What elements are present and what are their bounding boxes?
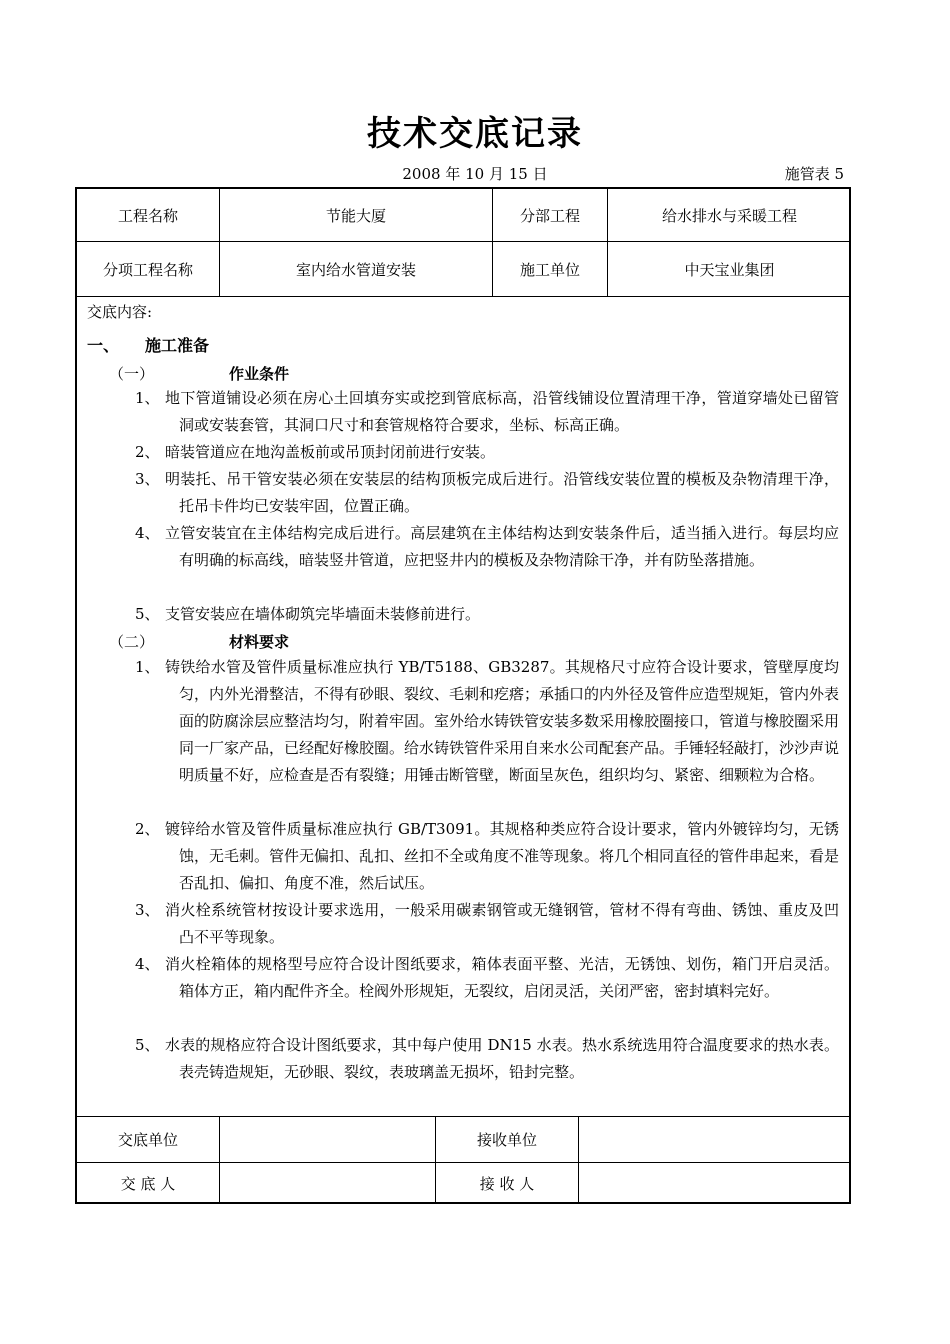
project-name-value: 节能大厦 (325, 206, 386, 225)
list-item (135, 897, 839, 951)
subsection-number: （一） (109, 365, 155, 383)
list-item (135, 520, 839, 574)
subitem-label: 分项工程名称 (102, 260, 193, 279)
receiver-label: 接 收 人 (479, 1175, 535, 1193)
list-item (135, 1032, 839, 1086)
section-heading (87, 333, 209, 356)
form-number: 施管表 5 (784, 165, 844, 183)
receiving-unit-field[interactable] (579, 1117, 851, 1162)
item-number: 5、 (135, 605, 160, 623)
section-title: 施工准备 (145, 336, 210, 355)
item-text: 支管安装应在墙体砌筑完毕墙面未装修前进行。 (165, 605, 481, 623)
item-text: 消火栓箱体的规格型号应符合设计图纸要求，箱体表面平整、光洁，无锈蚀、划伤，箱门开启灵活。箱体方正，箱内配件齐全。栓阀外形规矩，无裂纹，启闭灵活，关闭严密，密封填料完好。 (165, 955, 839, 1000)
contractor-label: 施工单位 (519, 260, 580, 279)
page-title: 技术交底记录 (367, 114, 583, 154)
item-number: 3、 (135, 470, 160, 488)
list-item (135, 601, 839, 628)
item-text: 镀锌给水管及管件质量标准应执行 GB/T3091。其规格种类应符合设计要求，管内外镀锌均匀，无锈蚀，无毛刺。管件无偏扣、乱扣、丝扣不全或角度不准等现象。将几个相同直径的管件串起来，看是否乱扣、偏扣、角度不准，然后试压。 (165, 820, 840, 892)
item-text: 水表的规格应符合设计图纸要求，其中每户使用 DN15 水表。热水系统选用符合温度要求的热水表。表壳铸造规矩，无砂眼、裂纹，表玻璃盖无损坏，铅封完整。 (165, 1036, 839, 1081)
subsection-title: 作业条件 (229, 365, 290, 383)
item-number: 3、 (135, 901, 160, 919)
item-number: 2、 (135, 443, 160, 461)
record-table (75, 187, 851, 1204)
item-number: 4、 (135, 955, 160, 973)
item-number: 2、 (135, 820, 160, 838)
item-number: 5、 (135, 1036, 160, 1054)
item-text: 消火栓系统管材按设计要求选用，一般采用碳素钢管或无缝钢管，管材不得有弯曲、锈蚀、重皮及凹凸不平等现象。 (165, 901, 839, 946)
subsection-heading (109, 631, 289, 652)
content-intro: 交底内容: (87, 303, 153, 321)
subsection-title: 材料要求 (229, 633, 290, 651)
list-item (135, 439, 839, 466)
item-text: 立管安装宜在主体结构完成后进行。高层建筑在主体结构达到安装条件后，适当插入进行。每层均应有明确的标高线，暗装竖井管道，应把竖井内的模板及杂物清除干净，并有防坠落措施。 (165, 524, 839, 569)
item-number: 4、 (135, 524, 160, 542)
item-text: 地下管道铺设必须在房心土回填夯实或挖到管底标高，沿管线铺设位置清理干净，管道穿墙处已留管洞或安装套管，其洞口尺寸和套管规格符合要求，坐标、标高正确。 (165, 389, 839, 434)
list-item (135, 654, 839, 789)
list-item (135, 951, 839, 1005)
contractor-value: 中天宝业集团 (684, 260, 775, 279)
receiving-unit-label: 接收单位 (476, 1131, 537, 1149)
subsection-number: （二） (109, 633, 155, 651)
document-date: 2008 年 10 月 15 日 (402, 165, 548, 183)
division-value: 给水排水与采暖工程 (661, 206, 797, 225)
item-number: 1、 (135, 389, 160, 407)
list-item (135, 466, 839, 520)
division-label: 分部工程 (519, 206, 580, 225)
subitem-value: 室内给水管道安装 (295, 260, 416, 279)
section-number: 一、 (87, 336, 120, 355)
list-item (135, 385, 839, 439)
handover-unit-label: 交底单位 (117, 1131, 178, 1149)
handover-person-label: 交 底 人 (120, 1175, 176, 1193)
item-number: 1、 (135, 658, 160, 676)
project-name-label: 工程名称 (117, 206, 178, 225)
row-divider (77, 296, 849, 297)
list-item (135, 816, 839, 897)
handover-person-field[interactable] (220, 1163, 435, 1204)
handover-unit-field[interactable] (220, 1117, 435, 1162)
receiver-field[interactable] (579, 1163, 851, 1204)
item-text: 暗装管道应在地沟盖板前或吊顶封闭前进行安装。 (165, 443, 496, 461)
item-text: 明装托、吊干管安装必须在安装层的结构顶板完成后进行。沿管线安装位置的模板及杂物清理干净，托吊卡件均已安装牢固，位置正确。 (165, 470, 839, 515)
item-text: 铸铁给水管及管件质量标准应执行 YB/T5188、GB3287。其规格尺寸应符合设计要求，管壁厚度均匀，内外光滑整洁，不得有砂眼、裂纹、毛刺和疙瘩；承插口的内外径及管件应造型规矩，管内外表面的防腐涂层应整洁均匀，附着牢固。室外给水铸铁管安装多数采用橡胶圈接口，管道与橡胶圈采用同一厂家产品，已经配好橡胶圈。给水铸铁管件采用自来水公司配套产品。手锤轻轻敲打，沙沙声说明质量不好，应检查是否有裂缝；用锤击断管壁，断面呈灰色，组织均匀、紧密、细颗粒为合格。 (165, 658, 840, 784)
subsection-heading (109, 363, 289, 384)
